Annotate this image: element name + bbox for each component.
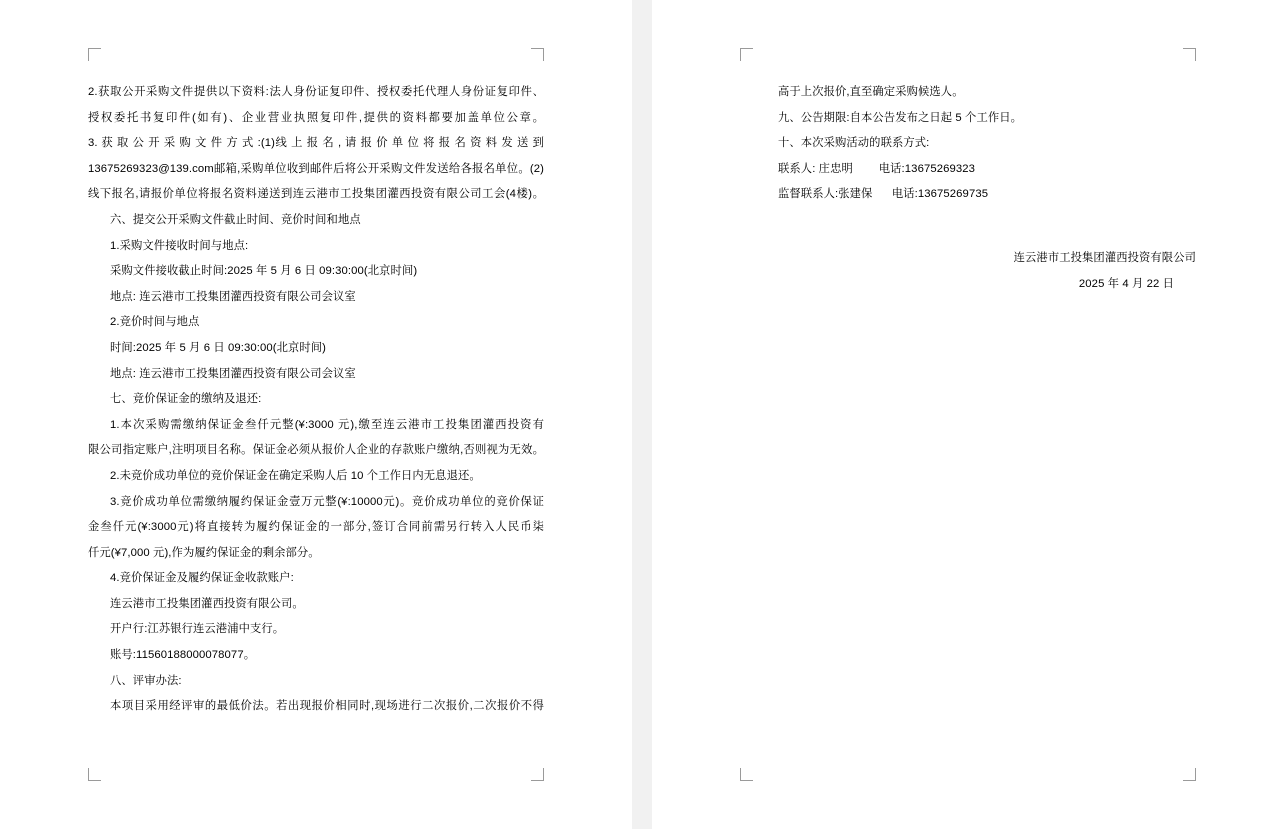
signature-block [756, 246, 1196, 297]
paragraph-line: 1.采购文件接收时间与地点: [110, 239, 249, 252]
crop-mark-top-left [88, 48, 101, 61]
contact-line: 联系人: 庄忠明 电话:13675269323 [778, 162, 976, 175]
paragraph-line: 仟元(¥7,000 元),作为履约保证金的剩余部分。 [88, 546, 320, 559]
crop-mark-bottom-left [740, 768, 753, 781]
paragraph-line: 十、本次采购活动的联系方式: [778, 137, 930, 150]
page-right-body [756, 80, 1196, 780]
crop-mark-top-left [740, 48, 753, 61]
paragraph-line: 九、公告期限:自本公告发布之日起 5 个工作日。 [778, 111, 1023, 124]
paragraph-line: 1.本次采购需缴纳保证金叁仟元整(¥:3000 元),缴至连云港市工投集团灌西投资有 [110, 418, 544, 431]
document-page-left [0, 0, 632, 829]
section-heading: 六、提交公开采购文件截止时间、竞价时间和地点 [110, 213, 361, 226]
paragraph-line: 授权委托书复印件(如有)、企业营业执照复印件,提供的资料都要加盖单位公章。 [88, 111, 544, 124]
contact-line: 监督联系人:张建保 电话:13675269735 [778, 188, 989, 201]
paragraph-line: 限公司指定账户,注明项目名称。保证金必须从报价人企业的存款账户缴纳,否则视为无效。 [88, 444, 544, 457]
signature-company: 连云港市工投集团灌西投资有限公司 [1013, 251, 1196, 264]
paragraph-line: 13675269323@139.com邮箱,采购单位收到邮件后将公开采购文件发送给各报名单位。(2) [88, 162, 544, 175]
paragraph-line: 采购文件接收截止时间:2025 年 5 月 6 日 09:30:00(北京时间) [110, 265, 418, 278]
paragraph-line: 高于上次报价,直至确定采购候选人。 [778, 86, 964, 98]
paragraph-line: 2.竞价时间与地点 [110, 316, 200, 329]
paragraph-line: 3.竞价成功单位需缴纳履约保证金壹万元整(¥:10000元)。竞价成功单位的竞价保证 [110, 495, 544, 508]
signature-date: 2025 年 4 月 22 日 [1078, 277, 1174, 290]
crop-mark-top-right [531, 48, 544, 61]
paragraph-line: 连云港市工投集团灌西投资有限公司。 [110, 597, 304, 610]
paragraph-line: 地点: 连云港市工投集团灌西投资有限公司会议室 [110, 290, 356, 303]
page-left-body [88, 80, 544, 780]
paragraph-line: 地点: 连云港市工投集团灌西投资有限公司会议室 [110, 367, 356, 380]
paragraph-line: 时间:2025 年 5 月 6 日 09:30:00(北京时间) [110, 341, 327, 354]
document-page-right [652, 0, 1284, 829]
page-gutter [632, 0, 652, 829]
paragraph-line: 4.竞价保证金及履约保证金收款账户: [110, 572, 294, 585]
paragraph-line: 账号:11560188000078077。 [110, 649, 256, 662]
paragraph-line: 2.未竞价成功单位的竞价保证金在确定采购人后 10 个工作日内无息退还。 [110, 469, 481, 482]
paragraph-line: 本项目采用经评审的最低价法。若出现报价相同时,现场进行二次报价,二次报价不得 [110, 700, 544, 713]
paragraph-line: 金叁仟元(¥:3000元)将直接转为履约保证金的一部分,签订合同前需另行转入人民币柒 [88, 521, 544, 534]
paragraph-line: 3. 获 取 公 开 采 购 文 件 方 式 :(1)线 上 报 名 , 请 报 价 单 位 将 报 名 资 料 发 送 到 [88, 137, 544, 150]
section-heading: 七、竞价保证金的缴纳及退还: [110, 393, 262, 406]
paragraph-line: 线下报名,请报价单位将报名资料递送到连云港市工投集团灌西投资有限公司工会(4楼)。 [88, 188, 544, 201]
crop-mark-top-right [1183, 48, 1196, 61]
section-heading: 八、评审办法: [110, 674, 182, 687]
paragraph-line: 开户行:江苏银行连云港浦中支行。 [110, 623, 285, 636]
paragraph-line: 2.获取公开采购文件提供以下资料:法人身份证复印件、授权委托代理人身份证复印件、 [88, 86, 544, 98]
